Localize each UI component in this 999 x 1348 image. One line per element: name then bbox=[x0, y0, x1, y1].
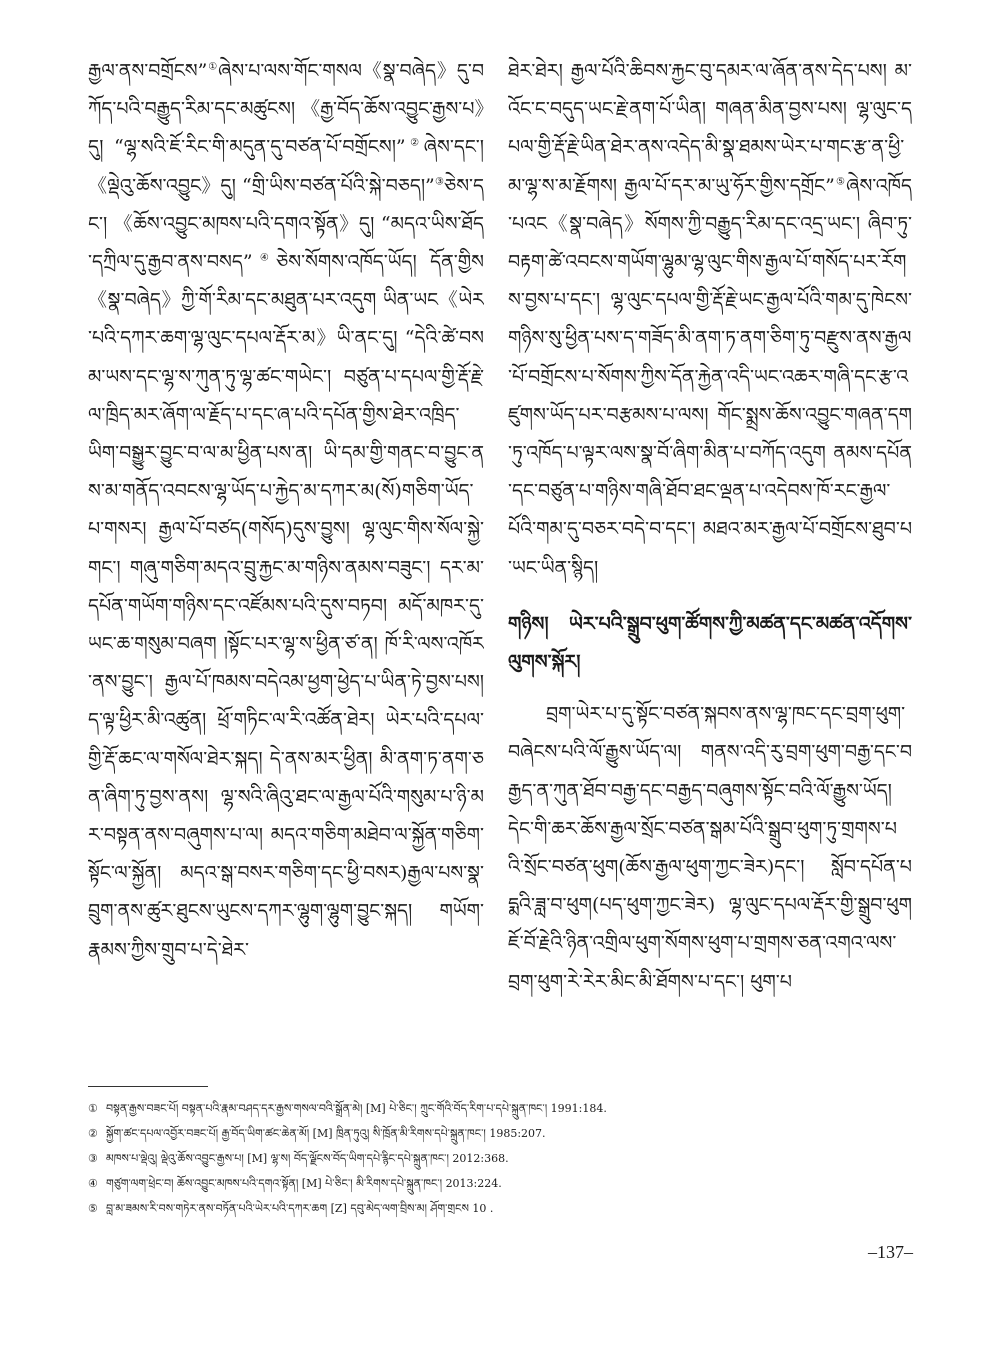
footnote-text-3: མཁས་པ་ལྡེའུ། ལྡེའུ་ཆོས་འབྱུང་རྒྱས་པ། [M] ལྷ་ས། བོད་ལྗོངས་བོད་ཡིག་དཔེ་རྙིང་དཔེ་སྐྲུན་ཁང་། 2012:368. bbox=[106, 1152, 509, 1165]
footnote-mark-2: ② bbox=[88, 1127, 98, 1140]
footnote-2 bbox=[88, 1121, 912, 1146]
footnote-text-5: བླ་མ་ཟམས་རི་བས་གཏེར་ནས་བཏོན་པའི་ཡེར་པའི་དཀར་ཆག [Z] དབུ་མེད་ལག་བྲིས་མ། ཤོག་གྲངས 10 . bbox=[106, 1202, 494, 1215]
page-number: –137– bbox=[868, 1242, 913, 1262]
footnote-3 bbox=[88, 1146, 912, 1171]
section-heading: གཉིས། ཡེར་པའི་སྒྲུབ་ཕུག་ཚོགས་ཀྱི་མཚན་དང་མཚན་འདོགས་ལུགས་སྐོར། bbox=[508, 612, 912, 674]
footnote-5 bbox=[88, 1196, 912, 1221]
footnote-1 bbox=[88, 1096, 912, 1121]
footnote-ref-4[interactable]: ④ bbox=[252, 252, 277, 264]
footnotes bbox=[88, 1096, 912, 1221]
footnote-mark-1: ① bbox=[88, 1102, 98, 1115]
right-column bbox=[508, 52, 912, 1072]
footnote-text-2: སྐྱོག་ཚང་དཔལ་འབྱོར་བཟང་པོ། རྒྱ་བོད་ཡིག་ཚང་ཆེན་མོ། [M] ཁྲིན་ཏུའུ། སི་ཁྲོན་མི་རིགས་དཔེ་སྐྲུན་ཁང་། 1985:207. bbox=[106, 1127, 546, 1140]
right-text-1: ཐེར་ཐེར། རྒྱལ་པོའི་ཆིབས་རྐྱང་བུ་དམར་ལ་ཞོན་ནས་དེད་པས། མ་འོང་ང་བདུད་ཡང་རྗེ་ནག་པོ་ཡིན། གཞན་མིན་བྱས་པས། ལྷ་ལུང་དཔལ་གྱི་རྡོ་རྗེ་ཡིན་ཐེར་ནས་འདེད་མི་སྣ་ཐམས་ཡེར་པ་གང་རྩ་ན་ཕྱི་མ་ལྷ་ས་མ་རྗོགས། རྒྱལ་པོ་དར་མ་ཡུ་ཧོར་གྱིས་དགྲོང” bbox=[508, 60, 912, 197]
left-column bbox=[88, 52, 484, 1072]
footnote-text-4: གཙུག་ལག་ཕྲེང་བ། ཆོས་འབྱུང་མཁས་པའི་དགའ་སྟོན། [M] པེ་ཅིང་། མི་རིགས་དཔེ་སྐྲུན་ཁང་། 2013:224. bbox=[106, 1177, 502, 1190]
left-text-1: རྒྱལ་ནས་བགྲོངས” bbox=[88, 60, 208, 82]
right-text-1-cont: ཞེས་འཁོད་པའང《སྣ་བཞེད》སོགས་ཀྱི་བརྒྱུད་རིམ་དང་འདྲ་ཡང་། ཞིབ་ཏུ་བརྟག་ཚེ་འབངས་གཡོག་ལྷུམ་ལྷ་ལུང་གིས་རྒྱལ་པོ་གསོད་པར་རོགས་བྱས་པ་དང་། ལྷ་ལུང་དཔལ་གྱི་རྡོ་རྗེ་ཡང་རྒྱལ་པོའི་གམ་དུ་ཁེངས་གཉིས་སུ་ཕྱིན་པས་ད་གཟོད་མི་ནག་ཏ་ནག་ཅིག་ཏུ་བརྫུས་ནས་རྒྱལ་པོ་བགྲོངས་པ་སོགས་ཀྱིས་དོན་རྐྱེན་འདི་ཡང་འཆར་གཞི་དང་རྩ་འཛུགས་ཡོད་པར་བརྩམས་པ་ལས། གོང་སྨྲས་ཆོས་འབྱུང་གཞན་དག་ཏུ་འཁོད་པ་ལྟར་ལས་སྣ་བོ་ཞིག་མིན་པ་བཀོད་འདུག ནམས་དཔོན་དང་བཙུན་པ་གཉིས་གཞི་ཐོབ་ཐང་ལྡན་པ་འདེབས་ཁོ་རང་རྒྱལ་པོའི་གམ་དུ་བཅར་བདེ་བ་དང་། མཐའ་མར་རྒྱལ་པོ་བགྲོངས་ཐུབ་པ་ཡང་ཡིན་སྙིད། bbox=[508, 174, 912, 579]
left-text-5: ཅེས་སོགས་འཁོད་ཡོད། དོན་གྱིས《སྣ་བཞེད》ཀྱི་གོ་རིམ་དང་མཐུན་པར་འདུག ཡིན་ཡང《ཡེར་པའི་དཀར་ཆག་ལྷ་ལུང་དཔལ་རྡོར་མ》ཡི་ནང་དུ། “དེའི་ཚེ་བསམ་ཡས་དང་ལྷ་ས་ཀུན་ཏུ་ལྷ་ཚང་གཡེང་། བཙུན་པ་དཔལ་གྱི་རྡོ་རྗེ་ལ་ཁྲིད་མར་ཞོག་ལ་རྗོད་པ་དང་ཞ་པའི་དཔོན་གྱིས་ཐེར་འཁྲིད་ཡིག་བསྒྱུར་བྱུང་བ་ལ་མ་ཕྱིན་པས་ན། ཡི་དམ་གྱི་གནང་བ་བྱུང་ནས་མ་གནོད་འབངས་ལྷ་ཡོད་པ་རྐྱེད་མ་དཀར་མ(སོ)གཅིག་ཡོད་པ་གསར། རྒྱལ་པོ་བཙད(གསོད)དུས་བྱུས། ལྷ་ལུང་གིས་སོལ་སྐྱེ་གང་། གཞུ་གཅིག་མདའ་བྲུ་རྐྱང་མ་གཉིས་ནམས་བཟུང་། དར་མ་དཔོན་གཡོག་གཉིས་དང་འཛོམས་པའི་དུས་བཏབ། མདོ་མཁར་དུ་ཡང་ཆ་གསུམ་བཞག །སྟོང་པར་ལྷ་ས་ཕྱིན་ཙ་ན། ཁོ་རི་ལས་འཁོར་ནས་བྱུང་། རྒྱལ་པོ་ཁམས་བདེའམ་ཕྱག་ཕྱེད་པ་ཡིན་ཏེ་བྱས་པས། ད་ལྟ་ཕྱིར་མི་འཚུན། ཕྲོ་གཏིང་ལ་རི་འཚོན་ཐེར། ཡེར་པའི་དཔལ་གྱི་རྡོ་ཆང་ལ་གསོལ་ཐེར་སྐད། དེ་ནས་མར་ཕྱིན། མི་ནག་ཏ་ནག་ཅན་ཞིག་ཏུ་བྱས་ནས། ལྷ་སའི་ཞིའུ་ཐང་ལ་རྒྱལ་པོའི་གསུམ་པ་ཉི་མར་བསྟན་ནས་བཞུགས་པ་ལ། མདའ་གཅིག་མཐེབ་ལ་སྐྱོན་གཅིག་སྟོང་ལ་སྐྱོན། མདའ་སྒ་བསར་གཅིག་དང་ཕྱི་བསར)རྒྱལ་པས་སྣ་བྲུག་ནས་ཚུར་ཐུངས་ཡུངས་དཀར་ལྷུག་ལྷུག་བྱུང་སྐད། གཡོག་རྣམས་ཀྱིས་གྲུབ་པ་དེ་ཐེར་ bbox=[88, 251, 484, 961]
left-text-4: ཅེས་དང་། 《ཆོས་འབྱུང་མཁས་པའི་དགའ་སྟོན》དུ། “མདའ་ཡིས་ཐོད་དཀྲིལ་དུ་རྒྱབ་ནས་བསད” bbox=[88, 174, 484, 274]
footnote-4 bbox=[88, 1171, 912, 1196]
footnote-divider bbox=[88, 1086, 208, 1087]
left-text-2: ཞེས་པ་ལས་གོང་གསལ《སྣ་བཞེད》དུ་བཀོད་པའི་བརྒྱུད་རིམ་དང་མཚུངས། 《རྒྱ་བོད་ཆོས་འབྱུང་རྒྱས་པ》དུ། “ལྷ་སའི་ཇོ་རིང་གི་མདུན་དུ་བཙན་པོ་བགྲོངས།” bbox=[88, 60, 484, 159]
footnote-ref-2[interactable]: ② bbox=[405, 138, 424, 150]
footnote-mark-4: ④ bbox=[88, 1177, 98, 1190]
right-paragraph-1 bbox=[508, 52, 912, 587]
footnote-ref-5[interactable]: ⑤ bbox=[834, 176, 847, 188]
left-column-text bbox=[88, 52, 484, 969]
footnote-ref-1[interactable]: ① bbox=[207, 61, 219, 73]
footnote-mark-5: ⑤ bbox=[88, 1202, 98, 1215]
footnote-ref-3[interactable]: ③ bbox=[434, 176, 445, 188]
right-paragraph-2: བྲག་ཡེར་པ་དུ་སྟོང་བཙན་སྐབས་ནས་ལྷ་ཁང་དང་བྲག་ཕུག་བཞེངས་པའི་ལོ་རྒྱུས་ཡོད་ལ། གནས་འདི་རུ་བྲག་ཕུག་བརྒྱ་དང་བརྒྱད་ན་ཀུན་ཐོབ་བརྒྱ་དང་བརྒྱད་བཞུགས་སྟོང་བའི་ལོ་རྒྱུས་ཡོད། དེང་གི་ཆར་ཆོས་རྒྱལ་སྲོང་བཙན་སྒམ་པོའི་སྒྲུབ་ཕུག་ཏུ་གྲགས་པའི་སྲོང་བཙན་ཕུག(ཆོས་རྒྱལ་ཕུག་ཀྱང་ཟེར)དང་། སློབ་དཔོན་པདྨའི་ཟླ་བ་ཕུག(པད་ཕུག་ཀྱང་ཟེར) ལྷ་ལུང་དཔལ་རྡོར་གྱི་སྒྲུབ་ཕུག ཇོ་བོ་རྗེའི་ཉིན་འགྲིལ་ཕུག་སོགས་ཕུག་པ་གྲགས་ཅན་འགའ་ལས་བྲག་ཕུག་རེ་རེར་མིང་མི་ཐོགས་པ་དང་། ཕུག་པ bbox=[508, 703, 912, 993]
left-text-3: ཞེས་དང་། 《ལྡེའུ་ཆོས་འབྱུང》དུ། “གྲི་ཡིས་བཙན་པོའི་སྐེ་བཅད།” bbox=[88, 136, 484, 197]
footnote-mark-3: ③ bbox=[88, 1152, 98, 1165]
footnote-text-1: བསྟན་རྒྱས་བཟང་པོ། བསྟན་པའི་རྣམ་བཤད་དར་རྒྱས་གསལ་བའི་སྒྲོན་མེ། [M] པེ་ཅིང་། ཀྲུང་གོའི་བོད་རིག་པ་དཔེ་སྐྲུན་ཁང་། 1991:184. bbox=[106, 1102, 607, 1115]
